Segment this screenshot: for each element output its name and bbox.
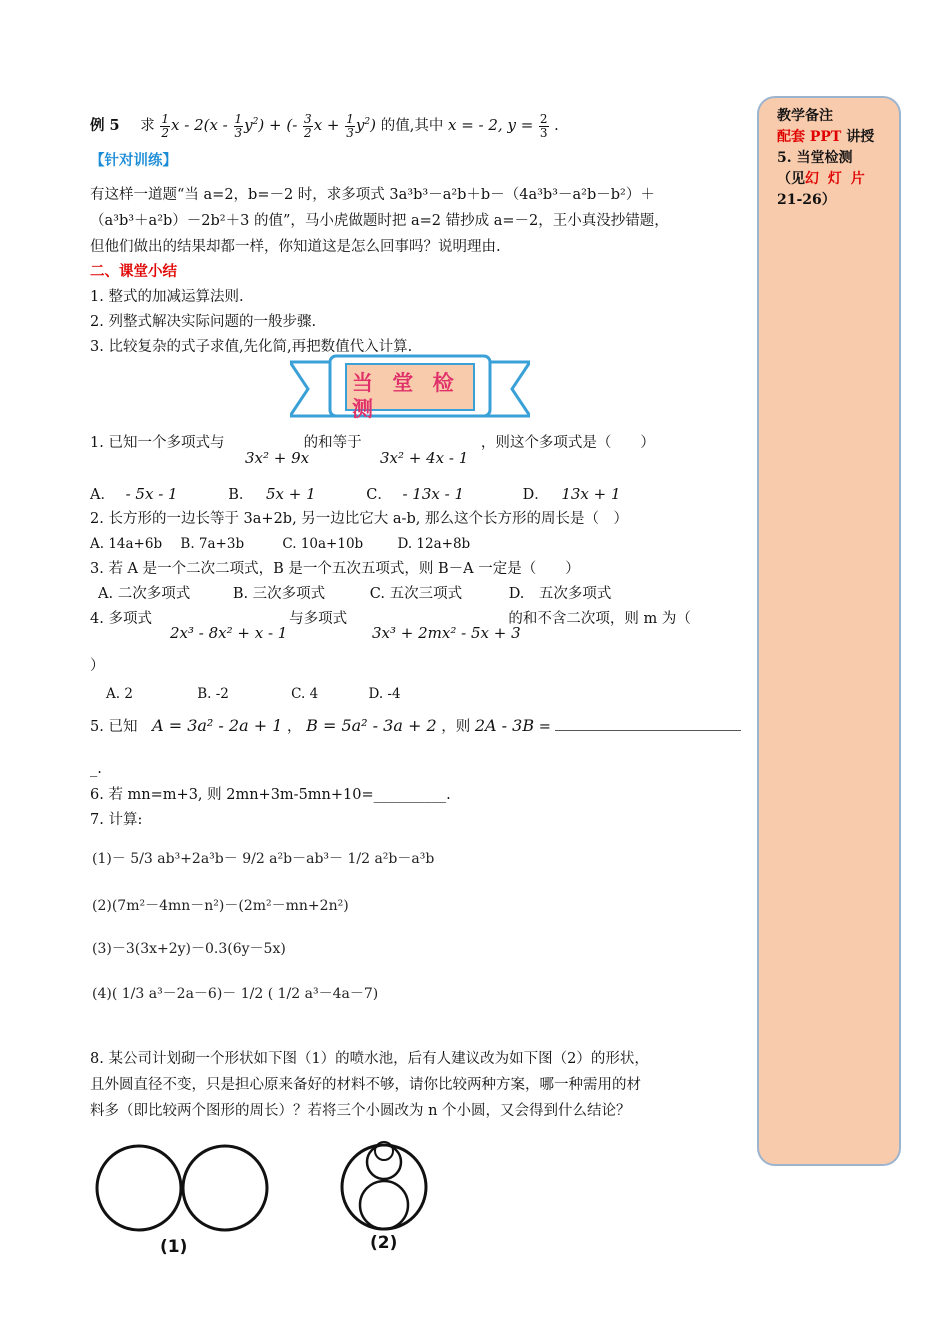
q7-heading: 7. 计算:	[90, 812, 143, 828]
notes-see: （见	[777, 171, 805, 187]
notes-line1	[777, 127, 887, 148]
q4-text-a: 4. 多项式	[90, 611, 152, 627]
example5-expression: $\frac{1}{2}$ x - 2(x - $\frac{1}{3}$ $y^2$) + (- $\frac{3}{2}$ x + $\frac{1}{3}$ $y^2$)	[161, 111, 381, 140]
q2-options	[90, 534, 470, 554]
notes-slides: 幻 灯 片	[805, 171, 867, 187]
q4-text-b: 与多项式	[289, 611, 348, 627]
q1-text-c: ，则这个多项式是（ ）	[480, 435, 655, 451]
q6-stem: 6. 若 mn=m+3, 则 2mn+3m-5mn+10=__________.	[90, 787, 451, 803]
q4-expr2: 3x³ + 2mx² - 5x + 3	[372, 624, 521, 642]
q2-option-a: A. 14a+6b	[90, 536, 163, 552]
notes-title: 教学备注	[777, 108, 833, 124]
practice-line2: （a³b³＋a²b）－2b²＋3 的值”，马小虎做题时把 a=2 错抄成 a=－2，王小真没抄错题，	[90, 213, 669, 229]
example5-suffix: 的值,其中	[380, 118, 444, 134]
example5	[90, 112, 559, 140]
q5-expr-b: B = 5a² - 3a + 2	[306, 716, 437, 735]
y-num: 2	[539, 111, 548, 126]
q1-options	[90, 484, 621, 505]
q1-option-c: - 13x - 1	[402, 485, 464, 503]
teaching-notes-panel	[757, 96, 901, 1166]
q8-line1: 8. 某公司计划砌一个形状如下图（1）的喷水池，后有人建议改为如下图（2）的形状，	[90, 1051, 649, 1067]
q4-option-b: B. -2	[197, 686, 229, 702]
q4-option-a: A. 2	[106, 686, 133, 702]
q3-option-d: D. 五次多项式	[508, 586, 612, 602]
q7-item-4: (4)( 1/3 a³－2a－6)－ 1/2 ( 1/2 a³－4a－7)	[92, 986, 379, 1002]
practice-heading: 【针对训练】	[90, 152, 177, 169]
q2-option-d: D. 12a+8b	[397, 536, 471, 552]
q1-expr1: 3x² + 9x	[245, 449, 310, 467]
notes-ppt: 配套 PPT	[777, 129, 842, 145]
q7-item-1: (1)－ 5/3 ab³+2a³b－ 9/2 a²b－ab³－ 1/2 a²b－a³b	[92, 851, 435, 867]
y-den: 3	[539, 125, 548, 140]
q5-target: 2A - 3B	[474, 716, 535, 735]
notes-line3	[777, 169, 887, 190]
notes-teach: 讲授	[841, 129, 875, 145]
notes-line2: 5. 当堂检测	[777, 150, 853, 166]
q4-close: ）	[90, 658, 105, 674]
q7-item-3: (3)－3(3x+2y)－0.3(6y－5x)	[92, 941, 286, 957]
q5-stem: 5. 已知 A = 3a² - 2a + 1 ， B = 5a² - 3a + 2 ，则 2A - 3B =	[90, 716, 741, 737]
q5-expr-a: A = 3a² - 2a + 1	[152, 716, 283, 735]
notes-line4: 21-26）	[777, 192, 836, 208]
q1-text-a: 1. 已知一个多项式与	[90, 435, 225, 451]
q1-option-b-label: B．	[228, 487, 254, 503]
q4-options	[106, 684, 401, 704]
q1-option-a-label: A．	[90, 487, 115, 503]
figure-1-two-circles	[95, 1140, 275, 1240]
q1-text-b: 的和等于	[303, 435, 362, 451]
q3-options	[98, 584, 611, 604]
q3-stem: 3. 若 A 是一个二次二项式，B 是一个五次五项式，则 B－A 一定是（ ）	[90, 561, 580, 577]
q5-text-b: ，则	[441, 719, 471, 735]
q5-tail: _.	[90, 761, 102, 777]
q5-text-a: 5. 已知	[90, 719, 138, 735]
q4-text-c: 的和不含二次项，则 m 为（	[508, 611, 691, 627]
q4-option-c: C. 4	[291, 686, 319, 702]
q8-line3: 料多（即比较两个图形的周长）？若将三个小圆改为 n 个小圆，又会得到什么结论？	[90, 1103, 631, 1119]
q1-option-c-label: C．	[366, 487, 392, 503]
summary-item-3: 3. 比较复杂的式子求值,先化简,再把数值代入计算.	[90, 339, 413, 355]
q1-option-a: - 5x - 1	[125, 485, 178, 503]
example5-end: .	[554, 118, 559, 134]
q1-option-b: 5x + 1	[265, 485, 316, 503]
q2-stem: 2. 长方形的一边长等于 3a+2b, 另一边比它大 a-b, 那么这个长方形的周长是（ ）	[90, 511, 628, 527]
q4-option-d: D. -4	[368, 686, 401, 702]
q5-eq: =	[538, 719, 551, 735]
summary-item-1: 1. 整式的加减运算法则.	[90, 289, 244, 305]
summary-item-2: 2. 列整式解决实际问题的一般步骤.	[90, 314, 317, 330]
q2-option-b: B. 7a+3b	[180, 536, 245, 552]
q5-answer-blank[interactable]	[555, 730, 741, 731]
example5-conditions: x = - 2, y =	[447, 116, 534, 134]
figure-2-label: (2)	[370, 1233, 398, 1253]
banner-title: 当 堂 检 测	[352, 371, 460, 421]
q1-stem	[90, 433, 655, 453]
practice-line3: 但他们做出的结果却都一样，你知道这是怎么回事吗？说明理由.	[90, 239, 501, 255]
q2-option-c: C. 10a+10b	[282, 536, 364, 552]
example5-label: 例 5	[90, 117, 120, 134]
q3-option-b: B. 三次多项式	[232, 586, 326, 602]
q1-option-d-label: D．	[522, 487, 549, 503]
summary-heading: 二、课堂小结	[90, 263, 177, 280]
example5-prefix: 求	[140, 118, 155, 134]
figure-1-label: (1)	[160, 1237, 188, 1257]
q4-expr1: 2x³ - 8x² + x - 1	[170, 624, 288, 642]
q1-expr2: 3x² + 4x - 1	[380, 449, 469, 467]
practice-line1: 有这样一道题“当 a=2，b=－2 时，求多项式 3a³b³－a²b＋b－（4a³b³－a²b－b²）＋	[90, 187, 655, 203]
q7-item-2: (2)(7m²－4mn－n²)－(2m²－mn+2n²)	[92, 898, 349, 914]
q8-line2: 且外圆直径不变，只是担心原来备好的材料不够，请你比较两种方案，哪一种需用的材	[90, 1077, 641, 1093]
figure-2-nested-circles	[340, 1135, 434, 1235]
q1-option-d: 13x + 1	[561, 485, 621, 503]
q3-option-a: A. 二次多项式	[98, 586, 191, 602]
q3-option-c: C. 五次三项式	[369, 586, 463, 602]
